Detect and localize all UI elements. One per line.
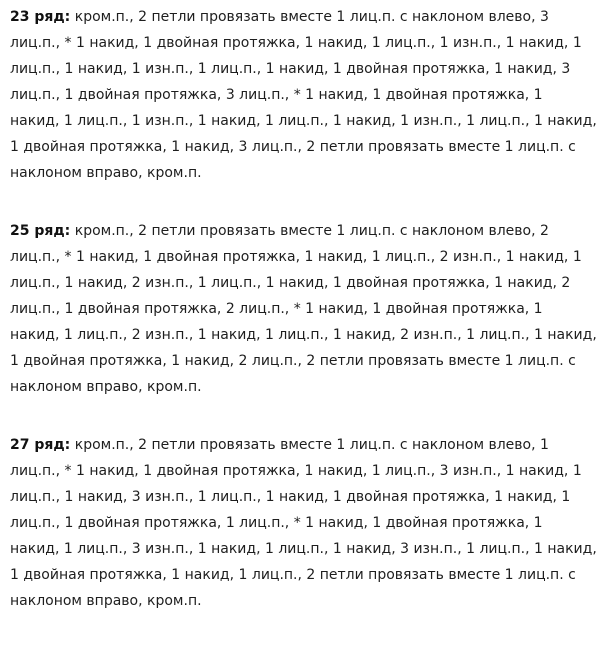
text-line: лиц.п., 1 двойная протяжка, 3 лиц.п., * 1 накид, 1 двойная протяжка, 1 [10, 87, 543, 103]
row-label: 23 ряд: [10, 9, 71, 25]
row-23-instructions [10, 4, 595, 186]
row-label: 25 ряд: [10, 223, 71, 239]
text-line: 1 двойная протяжка, 1 накид, 2 лиц.п., 2 петли провязать вместе 1 лиц.п. с [10, 353, 576, 369]
text-line: лиц.п., 1 двойная протяжка, 1 лиц.п., * 1 накид, 1 двойная протяжка, 1 [10, 515, 543, 531]
row-label: 27 ряд: [10, 437, 71, 453]
text-line: лиц.п., 1 накид, 2 изн.п., 1 лиц.п., 1 накид, 1 двойная протяжка, 1 накид, 2 [10, 275, 571, 291]
text-line: лиц.п., * 1 накид, 1 двойная протяжка, 1 накид, 1 лиц.п., 1 изн.п., 1 накид, 1 [10, 35, 582, 51]
line-text: кром.п., 2 петли провязать вместе 1 лиц.п. с наклоном влево, 1 [74, 437, 549, 453]
text-line: наклоном вправо, кром.п. [10, 165, 202, 181]
text-line: наклоном вправо, кром.п. [10, 379, 202, 395]
text-line [10, 218, 595, 244]
text-line [10, 432, 595, 458]
text-line [10, 4, 595, 30]
line-text: кром.п., 2 петли провязать вместе 1 лиц.п. с наклоном влево, 2 [74, 223, 549, 239]
text-line: 1 двойная протяжка, 1 накид, 1 лиц.п., 2 петли провязать вместе 1 лиц.п. с [10, 567, 576, 583]
text-line: накид, 1 лиц.п., 2 изн.п., 1 накид, 1 лиц.п., 1 накид, 2 изн.п., 1 лиц.п., 1 накид, [10, 327, 597, 343]
text-line: накид, 1 лиц.п., 3 изн.п., 1 накид, 1 лиц.п., 1 накид, 3 изн.п., 1 лиц.п., 1 накид, [10, 541, 597, 557]
line-text: кром.п., 2 петли провязать вместе 1 лиц.п. с наклоном влево, 3 [74, 9, 549, 25]
text-line: накид, 1 лиц.п., 1 изн.п., 1 накид, 1 лиц.п., 1 накид, 1 изн.п., 1 лиц.п., 1 накид, [10, 113, 597, 129]
row-25-instructions [10, 218, 595, 400]
knitting-pattern-document [10, 4, 595, 646]
text-line: лиц.п., 1 накид, 3 изн.п., 1 лиц.п., 1 накид, 1 двойная протяжка, 1 накид, 1 [10, 489, 571, 505]
text-line: наклоном вправо, кром.п. [10, 593, 202, 609]
text-line: лиц.п., 1 накид, 1 изн.п., 1 лиц.п., 1 накид, 1 двойная протяжка, 1 накид, 3 [10, 61, 571, 77]
text-line: лиц.п., * 1 накид, 1 двойная протяжка, 1 накид, 1 лиц.п., 2 изн.п., 1 накид, 1 [10, 249, 582, 265]
row-27-instructions [10, 432, 595, 614]
text-line: лиц.п., * 1 накид, 1 двойная протяжка, 1 накид, 1 лиц.п., 3 изн.п., 1 накид, 1 [10, 463, 582, 479]
text-line: 1 двойная протяжка, 1 накид, 3 лиц.п., 2 петли провязать вместе 1 лиц.п. с [10, 139, 576, 155]
text-line: лиц.п., 1 двойная протяжка, 2 лиц.п., * 1 накид, 1 двойная протяжка, 1 [10, 301, 543, 317]
